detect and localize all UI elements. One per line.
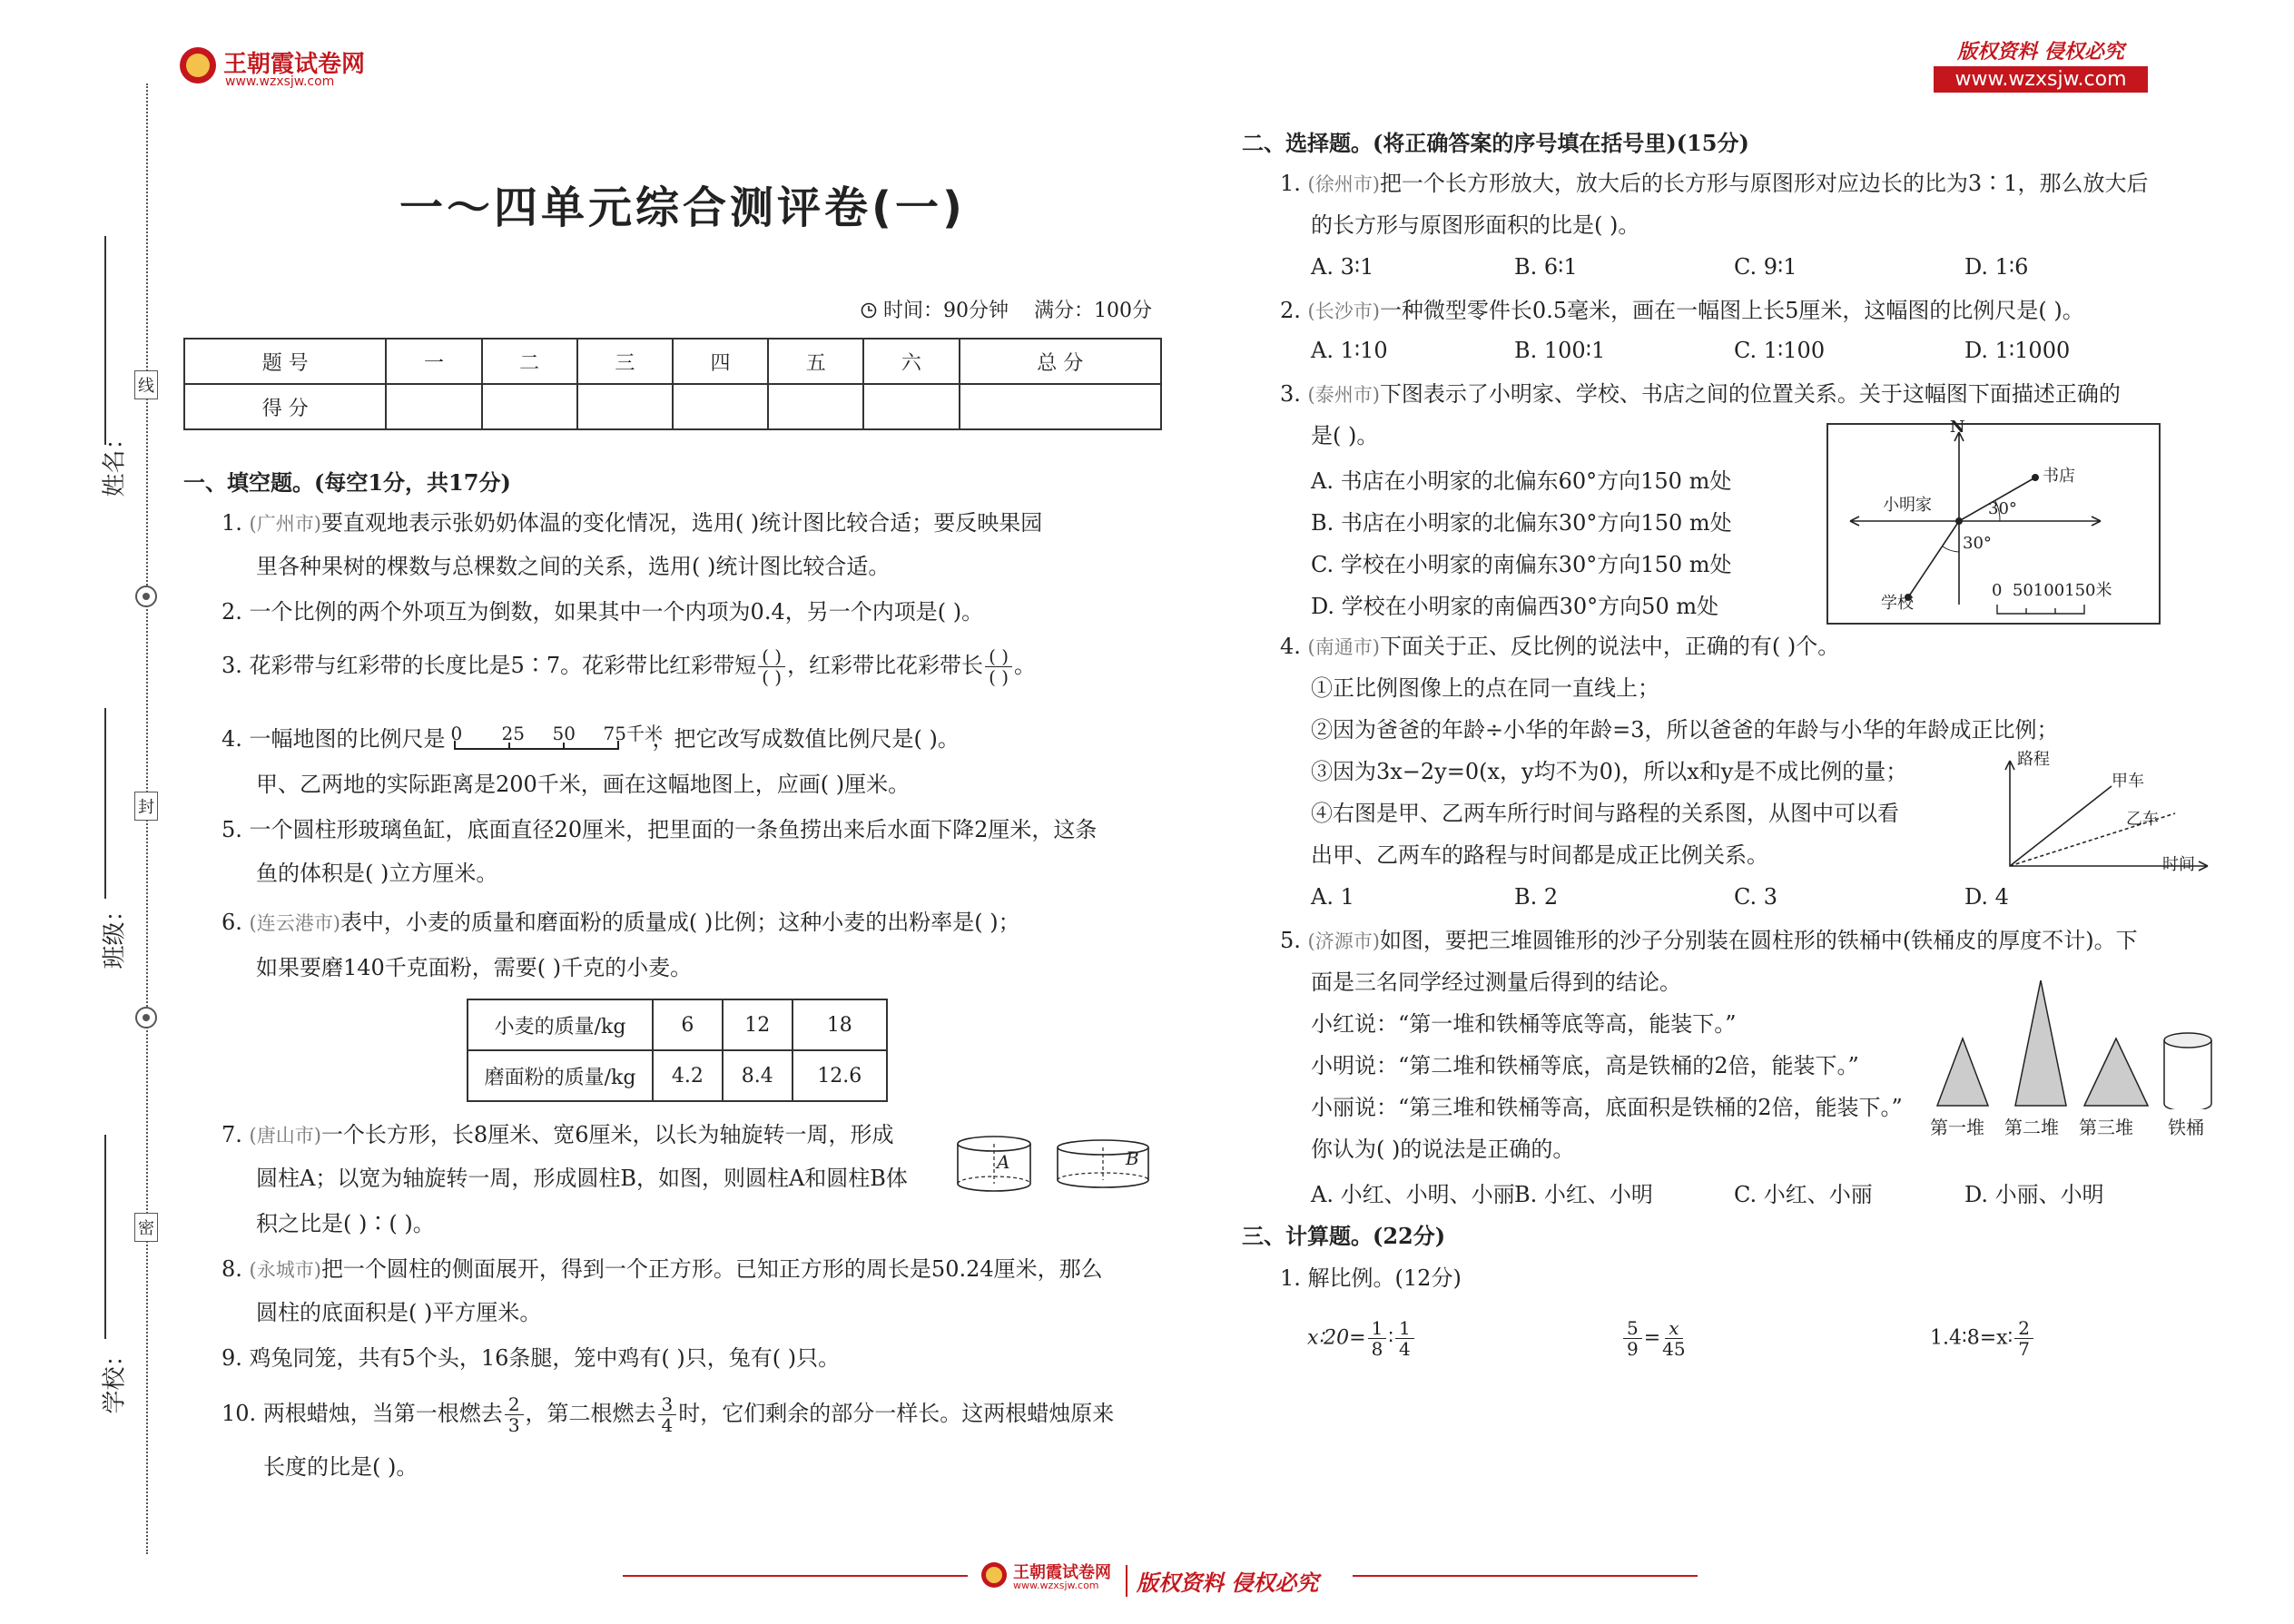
c5-statement: 小明说：“第二堆和铁桶等底，高是铁桶的2倍，能装下。” xyxy=(1311,1053,1859,1078)
score-cell[interactable] xyxy=(386,384,481,429)
q4-line2: 甲、乙两地的实际距离是200千米，画在这幅地图上，应画( )厘米。 xyxy=(256,772,911,797)
c3-option[interactable]: D. 学校在小明家的南偏西30°方向50 m处 xyxy=(1311,594,1719,619)
c4-statement: ②因为爸爸的年龄÷小华的年龄=3，所以爸爸的年龄与小华的年龄成正比例； xyxy=(1311,717,2059,743)
c4-line1: 4. (南通市)下面关于正、反比例的说法中，正确的有( )个。 xyxy=(1280,634,1840,659)
c1-option[interactable]: D. 1∶6 xyxy=(1964,254,2029,280)
q3-fraction-b: $\frac{( )}{( )}$ xyxy=(985,646,1012,687)
c5-option[interactable]: C. 小红、小丽 xyxy=(1734,1182,1873,1207)
q8-line2: 圆柱的底面积是( )平方厘米。 xyxy=(256,1300,542,1325)
q4-line-scale: 0 25 50 75千米 xyxy=(446,723,653,755)
section-fill-blank-title: 一、填空题。(每空1分，共17分) xyxy=(183,469,511,496)
brand-url-badge: www.wzxsjw.com xyxy=(1934,66,2148,93)
c5-statement: 你认为( )的说法是正确的。 xyxy=(1311,1137,1575,1162)
exam-time: 时间：90分钟 xyxy=(883,300,1009,322)
q8-line1: 8. (永城市)把一个圆柱的侧面展开，得到一个正方形。已知正方形的周长是50.24厘米，那么 xyxy=(222,1256,1103,1282)
q7-line1: 7. (唐山市)一个长方形，长8厘米、宽6厘米，以长为轴旋转一周，形成 xyxy=(222,1122,894,1147)
exam-full-score: 满分：100分 xyxy=(1033,300,1152,322)
score-head-cell: 总 分 xyxy=(960,339,1161,384)
exam-meta xyxy=(861,295,1152,323)
map-scale-label: 0 50100150米 xyxy=(1992,581,2112,600)
score-table xyxy=(183,338,1162,430)
graph-car-b-label: 乙车 xyxy=(2126,810,2159,829)
binding-mark-mi: 密 xyxy=(134,1213,158,1242)
c3-line1: 3. (泰州市)下图表示了小明家、学校、书店之间的位置关系。关于这幅图下面描述正确的 xyxy=(1280,381,2121,407)
c5-cones-figure xyxy=(1930,973,2230,1137)
c4-statement: ③因为3x−2y=0(x，y均不为0)，所以x和y是不成比例的量； xyxy=(1311,759,1908,784)
equation-3: 1.4∶8=x∶ $\frac{2}{7}$ xyxy=(1930,1318,2035,1359)
q7-line3: 积之比是( )∶( )。 xyxy=(256,1211,435,1236)
q10-line1: 10. 两根蜡烛，当第一根燃去 $\frac{2}{3}$ ，第二根燃去 $\frac{3}{4}$ 时，它们剩余的部分一样长。这两根蜡烛原来 xyxy=(222,1393,1115,1436)
score-cell[interactable] xyxy=(960,384,1161,429)
brand-name: 王朝霞试卷网 xyxy=(223,51,366,78)
q5-line1: 5. 一个圆柱形玻璃鱼缸，底面直径20厘米，把里面的一条鱼捞出来后水面下降2厘米，这条 xyxy=(222,817,1098,842)
score-head-cell: 三 xyxy=(577,339,673,384)
equation-1: x∶20= $\frac{1}{8}$ ∶ $\frac{1}{4}$ xyxy=(1307,1318,1416,1359)
c5-statement: 小红说：“第一堆和铁桶等底等高，能装下。” xyxy=(1311,1011,1737,1037)
wheat-table xyxy=(467,999,888,1102)
score-cell[interactable] xyxy=(768,384,863,429)
section-choice-title: 二、选择题。(将正确答案的序号填在括号里)(15分) xyxy=(1242,130,1749,156)
q7-line2: 圆柱A；以宽为轴旋转一周，形成圆柱B，如图，则圆柱A和圆柱B体 xyxy=(256,1166,908,1191)
c3-map-figure xyxy=(1826,418,2161,625)
c2-option[interactable]: C. 1∶100 xyxy=(1734,338,1826,363)
score-cell[interactable] xyxy=(863,384,959,429)
c2-option[interactable]: D. 1∶1000 xyxy=(1964,338,2071,363)
copyright-text: 版权资料 侵权必究 xyxy=(1957,40,2124,64)
q5-line2: 鱼的体积是( )立方厘米。 xyxy=(256,861,498,886)
score-cell[interactable] xyxy=(482,384,577,429)
cylinder-a-label: A xyxy=(997,1151,1010,1173)
c1-line2: 的长方形与原图形面积的比是( )。 xyxy=(1311,212,1640,238)
binding-mark-feng: 封 xyxy=(134,792,158,821)
bucket-label: 铁桶 xyxy=(2168,1117,2204,1138)
c2-option[interactable]: A. 1∶10 xyxy=(1311,338,1388,363)
clock-icon xyxy=(861,302,877,319)
q10-line2: 长度的比是( )。 xyxy=(263,1454,418,1480)
q3-fraction-a: $\frac{( )}{( )}$ xyxy=(758,646,785,687)
q9-line: 9. 鸡兔同笼，共有5个头，16条腿，笼中鸡有( )只，兔有( )只。 xyxy=(222,1345,841,1371)
q10-fraction-b: $\frac{3}{4}$ xyxy=(658,1394,677,1435)
home-label: 小明家 xyxy=(1883,496,1932,515)
graph-x-label: 时间 xyxy=(2162,855,2195,874)
brand-header-right xyxy=(1934,36,2148,93)
score-head-cell: 题 号 xyxy=(184,339,386,384)
graph-y-label: 路程 xyxy=(2017,750,2050,769)
c4-statement: 出甲、乙两车的路程与时间都是成正比例关系。 xyxy=(1311,842,1768,868)
graph-car-a-label: 甲车 xyxy=(2112,772,2144,791)
north-label: N xyxy=(1950,418,1965,437)
q7-cylinders-figure xyxy=(953,1133,1153,1196)
school-field[interactable] xyxy=(77,1135,129,1414)
c5-option[interactable]: D. 小丽、小明 xyxy=(1964,1182,2104,1207)
c1-line1: 1. (徐州市)把一个长方形放大，放大后的长方形与原图形对应边长的比为3∶1，那么放大后 xyxy=(1280,171,2149,196)
store-label: 书店 xyxy=(2043,467,2075,486)
c4-statement: ④右图是甲、乙两车所行时间与路程的关系图，从图中可以看 xyxy=(1311,801,1899,826)
c3-line2: 是( )。 xyxy=(1311,423,1379,448)
score-head-cell: 一 xyxy=(386,339,481,384)
q4-line1: 4. 一幅地图的比例尺是 0 25 50 75千米 ，把它改写成数值比例尺是( )。 xyxy=(222,723,960,755)
score-cell[interactable] xyxy=(577,384,673,429)
angle-label: 30° xyxy=(1988,499,2017,518)
c5-line1: 5. (济源市)如图，要把三堆圆锥形的沙子分别装在圆柱形的铁桶中(铁桶皮的厚度不计)。下 xyxy=(1280,928,2138,953)
c4-option[interactable]: D. 4 xyxy=(1964,884,2009,910)
c1-option[interactable]: B. 6∶1 xyxy=(1514,254,1578,280)
c4-statement: ①正比例图像上的点在同一直线上； xyxy=(1311,675,1659,701)
footer-brand xyxy=(980,1560,1344,1596)
q2-line: 2. 一个比例的两个外项互为倒数，如果其中一个内项为0.4，另一个内项是( )。 xyxy=(222,599,984,625)
equation-2: $\frac{5}{9}$ = $\frac{x}{45}$ xyxy=(1621,1318,1688,1359)
footer-rule-left xyxy=(623,1575,968,1577)
score-cell[interactable] xyxy=(673,384,768,429)
cone-label: 第三堆 xyxy=(2079,1117,2133,1138)
c4-line-graph xyxy=(1994,750,2211,886)
c4-option[interactable]: C. 3 xyxy=(1734,884,1778,910)
footer-rule-right xyxy=(1353,1575,1698,1577)
score-head-cell: 五 xyxy=(768,339,863,384)
q10-fraction-a: $\frac{2}{3}$ xyxy=(505,1394,524,1435)
q3-line: 3. 花彩带与红彩带的长度比是5∶7。花彩带比红彩带短 $\frac{( )}{( )}$ ，红彩带比花彩带长 $\frac{( )}{( )}$ 。 xyxy=(222,645,1037,688)
score-head-cell: 六 xyxy=(863,339,959,384)
q6-line1: 6. (连云港市)表中，小麦的质量和磨面粉的质量成( )比例；这种小麦的出粉率是( )； xyxy=(222,910,1020,935)
footer-brand-name: 王朝霞试卷网 xyxy=(1013,1563,1111,1582)
logo-emblem-icon xyxy=(980,1561,1008,1589)
cylinder-b-label: B xyxy=(1126,1147,1139,1169)
cone-label: 第一堆 xyxy=(1930,1117,1984,1138)
class-field[interactable] xyxy=(77,708,129,969)
c5-option[interactable]: B. 小红、小明 xyxy=(1514,1182,1653,1207)
table-row: 磨面粉的质量/kg 4.2 8.4 12.6 xyxy=(468,1050,887,1101)
c1-option[interactable]: A. 3∶1 xyxy=(1311,254,1374,280)
score-head-cell: 四 xyxy=(673,339,768,384)
c5-statement: 小丽说：“第三堆和铁桶等高，底面积是铁桶的2倍，能装下。” xyxy=(1311,1095,1903,1120)
school-label: 学校： xyxy=(101,1343,129,1414)
footer-brand-url: www.wzxsjw.com xyxy=(1013,1580,1099,1591)
name-label: 姓名： xyxy=(101,426,129,497)
score-table-header xyxy=(184,339,1161,384)
k1-line: 1. 解比例。(12分) xyxy=(1280,1265,1462,1291)
angle-label: 30° xyxy=(1963,534,1992,553)
footer-copyright: 版权资料 侵权必究 xyxy=(1126,1565,1318,1597)
table-row: 小麦的质量/kg 6 12 18 xyxy=(468,999,887,1050)
binding-circle-icon xyxy=(133,583,160,610)
c2-line: 2. (长沙市)一种微型零件长0.5毫米，画在一幅图上长5厘米，这幅图的比例尺是( )。 xyxy=(1280,298,2084,323)
c3-option[interactable]: C. 学校在小明家的南偏东30°方向150 m处 xyxy=(1311,552,1732,577)
c4-option[interactable]: B. 2 xyxy=(1514,884,1559,910)
c4-option[interactable]: A. 1 xyxy=(1311,884,1354,910)
q1-line1: 1. (广州市)要直观地表示张奶奶体温的变化情况，选用( )统计图比较合适；要反映果园 xyxy=(222,510,1043,536)
c1-option[interactable]: C. 9∶1 xyxy=(1734,254,1797,280)
score-table-row xyxy=(184,384,1161,429)
score-head-cell: 二 xyxy=(482,339,577,384)
q1-line2: 里各种果树的棵数与总棵数之间的关系，选用( )统计图比较合适。 xyxy=(256,554,891,579)
c2-option[interactable]: B. 100∶1 xyxy=(1514,338,1606,363)
section-calculation-title: 三、计算题。(22分) xyxy=(1242,1223,1446,1249)
c5-option[interactable]: A. 小红、小明、小丽 xyxy=(1311,1182,1515,1207)
c3-option[interactable]: B. 书店在小明家的北偏东30°方向150 m处 xyxy=(1311,510,1732,536)
name-field[interactable] xyxy=(77,236,129,497)
q6-line2: 如果要磨140千克面粉，需要( )千克的小麦。 xyxy=(256,955,693,980)
brand-url: www.wzxsjw.com xyxy=(225,74,335,89)
logo-emblem-icon xyxy=(178,45,218,85)
exam-title: 一～四单元综合测评卷(一) xyxy=(399,182,966,233)
cone-label: 第二堆 xyxy=(2004,1117,2059,1138)
class-label: 班级： xyxy=(101,898,129,969)
c3-option[interactable]: A. 书店在小明家的北偏东60°方向150 m处 xyxy=(1311,468,1732,494)
c5-line2: 面是三名同学经过测量后得到的结论。 xyxy=(1311,969,1681,995)
binding-circle-icon xyxy=(133,1004,160,1031)
school-label: 学校 xyxy=(1881,594,1914,613)
score-row-label: 得 分 xyxy=(184,384,386,429)
binding-mark-xian: 线 xyxy=(134,370,158,399)
